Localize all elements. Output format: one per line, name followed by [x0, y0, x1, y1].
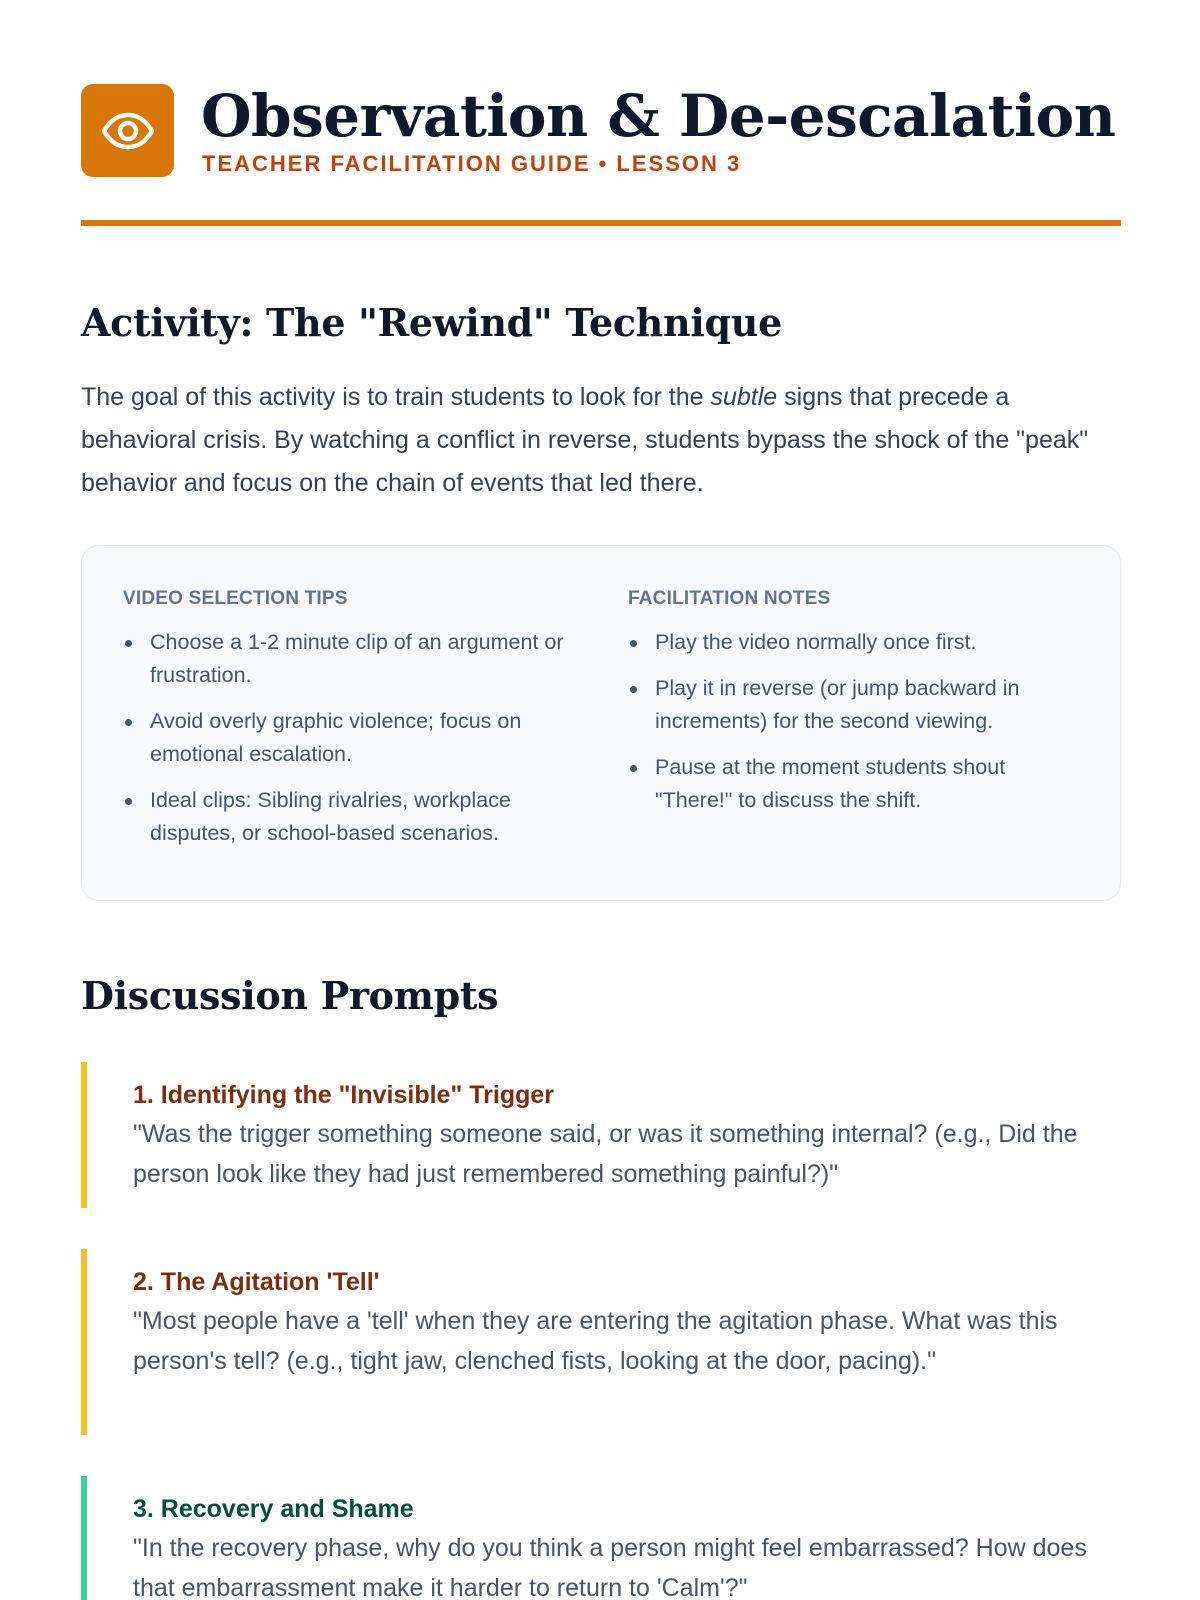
prompt-title: 2. The Agitation 'Tell'	[133, 1268, 380, 1296]
discussion-prompt	[81, 1062, 1121, 1208]
list-item: Play the video normally once first.	[628, 626, 1088, 659]
intro-text-start: The goal of this activity is to train students to look for the	[81, 383, 711, 411]
list-item: Pause at the moment students shout "There!" to discuss the shift.	[628, 751, 1088, 817]
video-selection-heading: VIDEO SELECTION TIPS	[123, 588, 348, 609]
facilitation-notes	[628, 588, 1088, 830]
activity-heading: Activity: The "Rewind" Technique	[81, 300, 782, 345]
video-selection-tips	[123, 588, 583, 863]
discussion-prompt	[81, 1476, 1121, 1600]
eye-icon	[101, 111, 155, 151]
video-selection-list	[123, 626, 583, 850]
tips-panel	[81, 545, 1121, 901]
list-item: Avoid overly graphic violence; focus on emotional escalation.	[123, 705, 583, 771]
list-item: Play it in reverse (or jump backward in increments) for the second viewing.	[628, 672, 1088, 738]
intro-text-end: signs that precede a behavioral crisis. By watching a conflict in reverse, students bypass the shock of the "peak" behavior and focus on the chain of events that led there.	[81, 383, 1089, 497]
page-subtitle: TEACHER FACILITATION GUIDE • LESSON 3	[202, 151, 742, 176]
prompt-text: "In the recovery phase, why do you think a person might feel embarrassed? How does that embarrassment make it harder to return to 'Calm'?"	[133, 1534, 1087, 1600]
discussion-heading: Discussion Prompts	[81, 973, 499, 1018]
header	[81, 84, 1121, 178]
prompt-text: "Most people have a 'tell' when they are entering the agitation phase. What was this person's tell? (e.g., tight jaw, clenched fists, looking at the door, pacing)."	[133, 1307, 1058, 1375]
list-item: Choose a 1-2 minute clip of an argument or frustration.	[123, 626, 583, 692]
list-item: Ideal clips: Sibling rivalries, workplace disputes, or school-based scenarios.	[123, 784, 583, 850]
page-title: Observation & De-escalation	[201, 82, 1116, 150]
discussion-prompt	[81, 1249, 1121, 1435]
facilitation-list	[628, 626, 1088, 817]
logo-badge	[81, 84, 174, 177]
prompt-title: 1. Identifying the "Invisible" Trigger	[133, 1081, 554, 1109]
intro-emphasis: subtle	[710, 383, 778, 411]
prompt-text: "Was the trigger something someone said, or was it something internal? (e.g., Did the person look like they had just remembered something painful?)"	[133, 1120, 1078, 1188]
prompt-title: 3. Recovery and Shame	[133, 1495, 414, 1523]
activity-intro	[81, 376, 1131, 505]
facilitation-heading: FACILITATION NOTES	[628, 588, 831, 609]
header-divider	[81, 220, 1121, 226]
